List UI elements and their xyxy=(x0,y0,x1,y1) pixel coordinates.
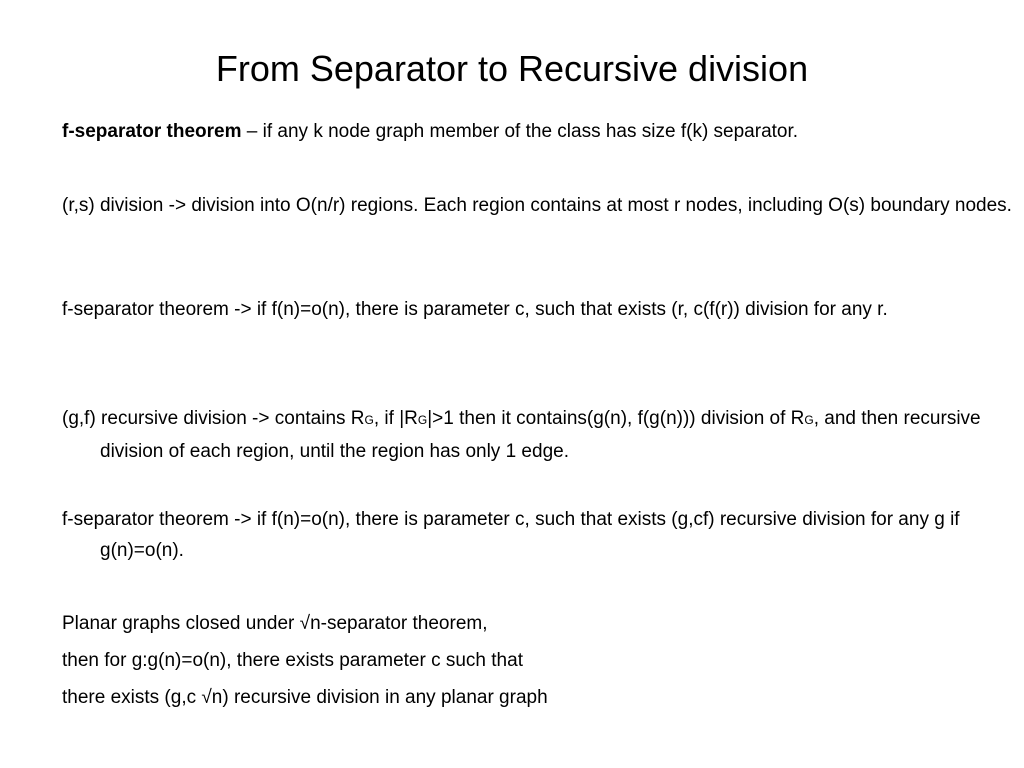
subscript-g: G xyxy=(364,413,374,427)
line-there-exists: there exists (g,c √n) recursive division in any planar graph xyxy=(62,687,548,708)
paragraph-text: (g,f) recursive division -> contains R xyxy=(62,408,365,429)
slide-title: From Separator to Recursive division xyxy=(215,48,809,89)
term-f-separator-theorem: f-separator theorem xyxy=(62,121,242,142)
line-planar-graphs: Planar graphs closed under √n-separator theorem, xyxy=(62,613,488,634)
subscript-g: G xyxy=(417,413,428,427)
paragraph-text: , and then recursive division of each region, until the region has only 1 edge. xyxy=(100,408,981,462)
paragraph-recursive-division xyxy=(62,403,1020,467)
subscript-g: G xyxy=(804,413,814,427)
line-then-for-g: then for g:g(n)=o(n), there exists parameter c such that xyxy=(62,650,523,671)
paragraph-rs-division: (r,s) division -> division into O(n/r) regions. Each region contains at most r nodes, including O(s) boundary nodes. xyxy=(62,195,1012,216)
paragraph-text: |>1 then it contains(g(n), f(g(n))) division of R xyxy=(427,408,805,429)
paragraph-text: , if |R xyxy=(373,408,418,429)
paragraph-separator-implies-recursive-division: f-separator theorem -> if f(n)=o(n), there is parameter c, such that exists (g,cf) recursive division for any g if g(n)=o(n). xyxy=(62,509,960,561)
paragraph-f-separator-theorem xyxy=(62,116,1020,147)
paragraph-text: – if any k node graph member of the class has size f(k) separator. xyxy=(241,121,799,142)
paragraph-separator-implies-division: f-separator theorem -> if f(n)=o(n), there is parameter c, such that exists (r, c(f(r)) division for any r. xyxy=(62,299,888,320)
